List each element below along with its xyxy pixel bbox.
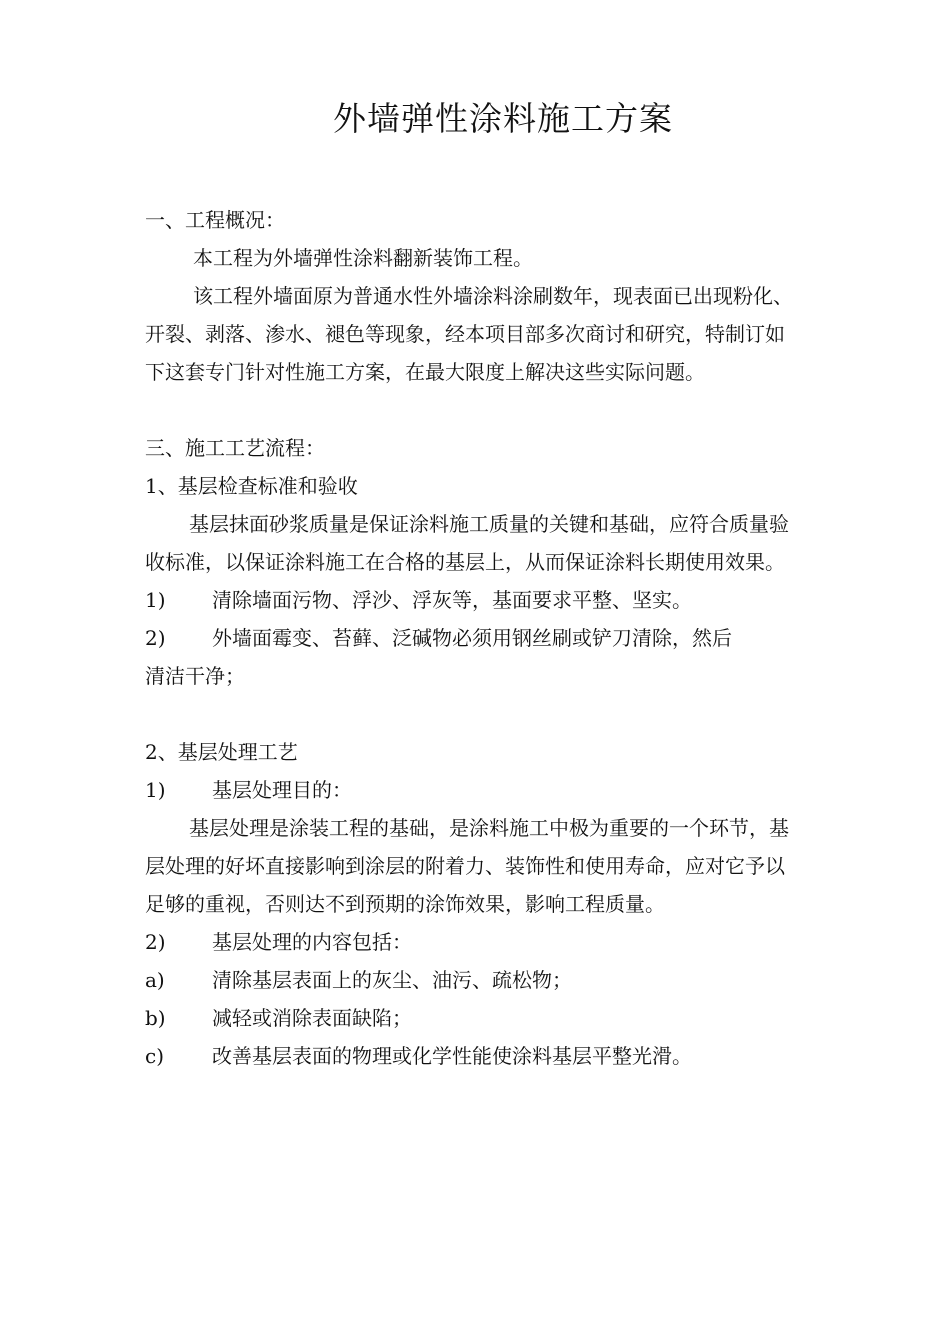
document-title: 外墙弹性涂料施工方案 bbox=[333, 99, 673, 138]
sub-list-item-letter: c) bbox=[145, 1044, 165, 1068]
list-item-text: 基层处理的内容包括： bbox=[212, 930, 412, 954]
list-item-number: 2) bbox=[145, 626, 166, 650]
sub-list-item bbox=[145, 961, 800, 999]
sub-list-item-letter: a) bbox=[145, 968, 165, 992]
sub-list-item bbox=[145, 1037, 800, 1075]
sub-list-item-letter: b) bbox=[145, 1006, 166, 1030]
spacer bbox=[145, 695, 800, 733]
list-item bbox=[145, 581, 800, 619]
inspection-paragraph: 基层抹面砂浆质量是保证涂料施工质量的关键和基础，应符合质量验收标准，以保证涂料施工在合格的基层上，从而保证涂料长期使用效果。 bbox=[145, 512, 789, 574]
list-item-text: 外墙面霉变、苔藓、泛碱物必须用钢丝刷或铲刀清除，然后 bbox=[212, 626, 732, 650]
list-item-text: 基层处理目的： bbox=[212, 778, 352, 802]
list-item-continuation: 清洁干净； bbox=[145, 664, 245, 688]
overview-paragraph-2: 该工程外墙面原为普通水性外墙涂料涂刷数年，现表面已出现粉化、开裂、剥落、渗水、褪色等现象，经本项目部多次商讨和研究，特制订如下这套专门针对性施工方案，在最大限度上解决这些实际问题。 bbox=[145, 284, 793, 384]
spacer bbox=[145, 391, 800, 429]
subsection-heading-treatment: 2、基层处理工艺 bbox=[145, 740, 298, 764]
list-item bbox=[145, 771, 800, 809]
sub-list-item-text: 清除基层表面上的灰尘、油污、疏松物； bbox=[212, 968, 572, 992]
list-item-text: 清除墙面污物、浮沙、浮灰等，基面要求平整、坚实。 bbox=[212, 588, 692, 612]
section-heading-overview: 一、工程概况： bbox=[145, 208, 285, 232]
sub-list-item-text: 改善基层表面的物理或化学性能使涂料基层平整光滑。 bbox=[212, 1044, 692, 1068]
section-heading-process: 三、施工工艺流程： bbox=[145, 436, 325, 460]
sub-list-item-text: 减轻或消除表面缺陷； bbox=[212, 1006, 412, 1030]
list-item-number: 1) bbox=[145, 778, 166, 802]
list-item bbox=[145, 619, 800, 657]
overview-paragraph-1: 本工程为外墙弹性涂料翻新装饰工程。 bbox=[193, 246, 533, 270]
list-item-number: 2) bbox=[145, 930, 166, 954]
treatment-paragraph: 基层处理是涂装工程的基础，是涂料施工中极为重要的一个环节，基层处理的好坏直接影响到涂层的附着力、装饰性和使用寿命，应对它予以足够的重视，否则达不到预期的涂饰效果，影响工程质量。 bbox=[145, 816, 789, 916]
document-body bbox=[145, 201, 800, 1075]
subsection-heading-inspection: 1、基层检查标准和验收 bbox=[145, 474, 358, 498]
sub-list-item bbox=[145, 999, 800, 1037]
list-item bbox=[145, 923, 800, 961]
list-item-number: 1) bbox=[145, 588, 166, 612]
